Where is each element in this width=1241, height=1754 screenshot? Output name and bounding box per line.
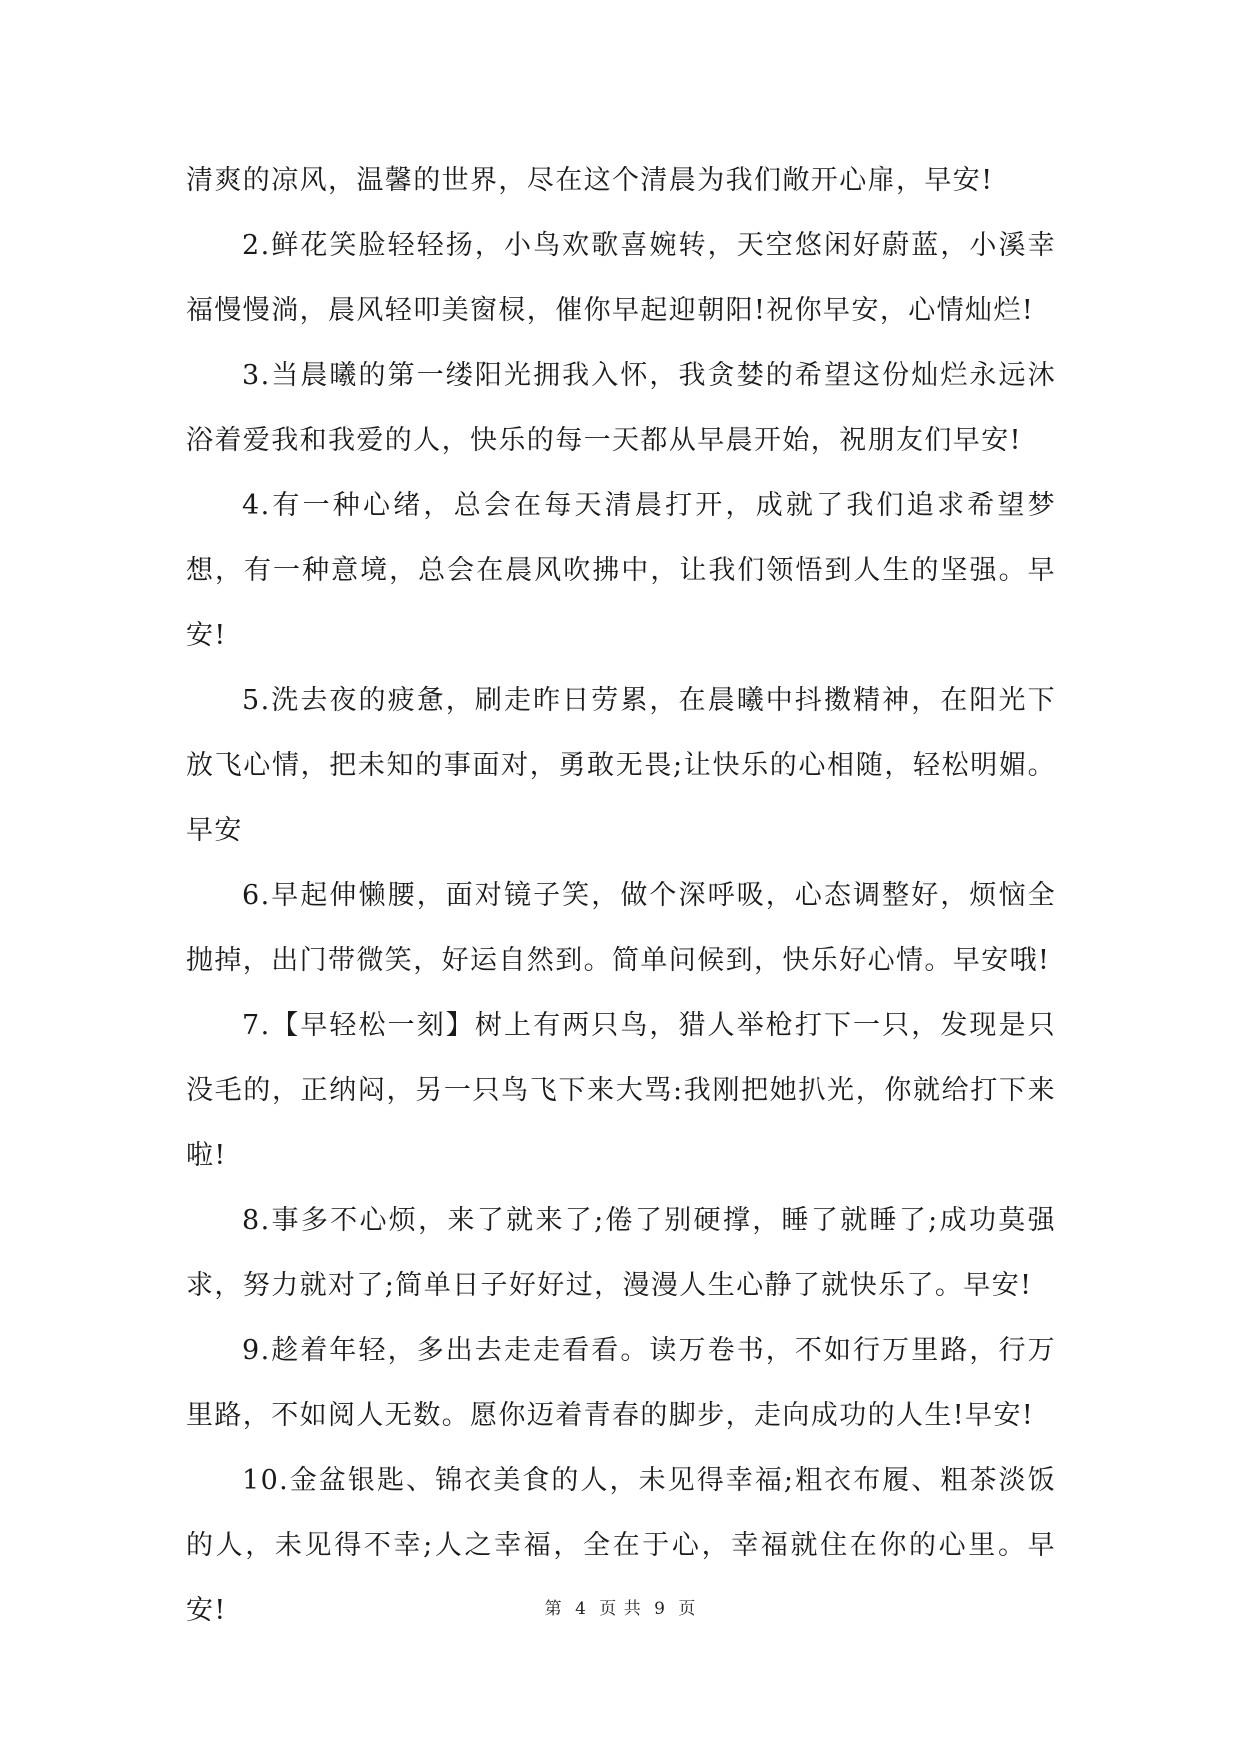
page-footer [0,1594,1241,1619]
footer-prefix: 第 [544,1599,563,1619]
paragraph-item-8: 8.事多不心烦，来了就来了;倦了别硬撑，睡了就睡了;成功莫强求，努力就对了;简单日子好好过，漫漫人生心静了就快乐了。早安! [186,1205,1056,1301]
current-page-number: 4 [575,1599,587,1619]
paragraph-item-7: 7.【早轻松一刻】树上有两只鸟，猎人举枪打下一只，发现是只没毛的，正纳闷，另一只鸟飞下来大骂:我刚把她扒光，你就给打下来啦! [186,1010,1056,1171]
paragraph-item-5: 5.洗去夜的疲惫，刷走昨日劳累，在晨曦中抖擞精神，在阳光下放飞心情，把未知的事面对，勇敢无畏;让快乐的心相随，轻松明媚。早安 [186,685,1056,846]
total-pages-number: 9 [654,1599,666,1619]
page-body [186,148,1056,1643]
footer-middle: 页 共 [599,1599,642,1619]
paragraph-item-2: 2.鲜花笑脸轻轻扬，小鸟欢歌喜婉转，天空悠闲好蔚蓝，小溪幸福慢慢淌，晨风轻叩美窗棂，催你早起迎朝阳!祝你早安，心情灿烂! [186,230,1056,326]
paragraph-item-4: 4.有一种心绪，总会在每天清晨打开，成就了我们追求希望梦想，有一种意境，总会在晨风吹拂中，让我们领悟到人生的坚强。早安! [186,490,1056,651]
paragraph-continued: 清爽的凉风，温馨的世界，尽在这个清晨为我们敞开心扉，早安! [186,165,994,196]
paragraph-item-3: 3.当晨曦的第一缕阳光拥我入怀，我贪婪的希望这份灿烂永远沐浴着爱我和我爱的人，快乐的每一天都从早晨开始，祝朋友们早安! [186,360,1056,456]
paragraph-item-10: 10.金盆银匙、锦衣美食的人，未见得幸福;粗衣布履、粗茶淡饭的人，未见得不幸;人之幸福，全在于心，幸福就住在你的心里。早安! [186,1465,1056,1626]
paragraph-item-6: 6.早起伸懒腰，面对镜子笑，做个深呼吸，心态调整好，烦恼全抛掉，出门带微笑，好运自然到。简单问候到，快乐好心情。早安哦! [186,880,1056,976]
paragraph-item-9: 9.趁着年轻，多出去走走看看。读万卷书，不如行万里路，行万里路，不如阅人无数。愿你迈着青春的脚步，走向成功的人生!早安! [186,1335,1056,1431]
footer-suffix: 页 [678,1599,697,1619]
